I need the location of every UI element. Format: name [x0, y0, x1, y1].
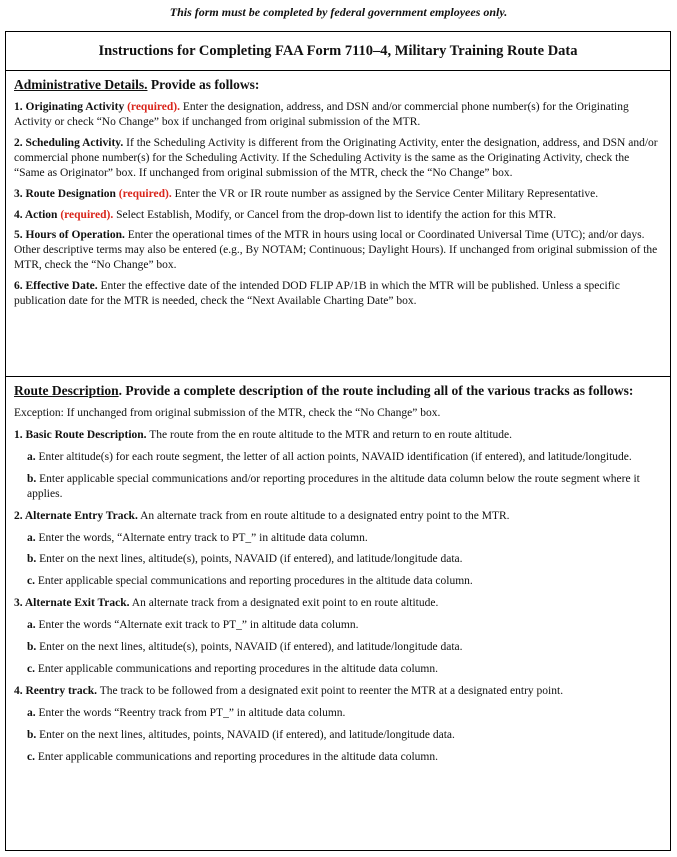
- route-subitem-letter: a.: [27, 531, 36, 544]
- route-subitem-letter: b.: [27, 553, 37, 566]
- route-item-title: Alternate Entry Track.: [22, 509, 138, 522]
- route-subitem: [14, 662, 662, 677]
- admin-item: [14, 100, 662, 130]
- route-exception-note: Exception: If unchanged from original submission of the MTR, check the “No Change” box.: [14, 406, 441, 419]
- admin-item-title: Route Designation: [22, 187, 116, 200]
- route-item-title: Reentry track.: [22, 685, 98, 698]
- route-item-label: [14, 597, 130, 609]
- route-item-number: 2.: [14, 509, 23, 522]
- route-subitem: [14, 574, 662, 589]
- route-subitem-letter: a.: [27, 619, 36, 632]
- administrative-details-heading: [14, 77, 662, 94]
- route-subitem-text: Enter applicable special communications and/or reporting procedures in the altitude data column below the route segment where it applies.: [27, 472, 640, 500]
- route-subitem-text: Enter on the next lines, altitudes, points, NAVAID (if entered), and latitude/longitude data.: [36, 728, 455, 741]
- route-subitem-text: Enter the words “Reentry track from PT_” in altitude data column.: [35, 707, 346, 719]
- route-subitem-text: Enter the words “Alternate exit track to PT_” in altitude data column.: [35, 619, 359, 632]
- route-subitem-letter: a.: [27, 707, 36, 719]
- route-item: [14, 596, 662, 611]
- route-item-title: Basic Route Description.: [22, 428, 147, 441]
- route-item-text: An alternate track from a designated exit point to en route altitude.: [129, 597, 439, 610]
- admin-item: [14, 208, 662, 223]
- route-subitem: [14, 552, 662, 567]
- route-subitem-letter: c.: [27, 663, 35, 676]
- route-description-heading-label: Route Description: [14, 383, 119, 398]
- instructions-frame: [5, 31, 671, 851]
- administrative-details-heading-label: Administrative Details.: [14, 77, 148, 92]
- route-item-text: The track to be followed from a designated exit point to reenter the MTR at a designated entry point.: [97, 685, 564, 698]
- route-subitem: [14, 472, 662, 502]
- route-item-number: 3.: [14, 597, 23, 610]
- admin-item-title: Hours of Operation.: [22, 229, 125, 242]
- route-subitem: [14, 531, 662, 546]
- route-subitem-letter: b.: [27, 472, 37, 485]
- admin-item-title: Action: [22, 208, 58, 221]
- route-item-text: The route from the en route altitude to the MTR and return to en route altitude.: [146, 428, 513, 441]
- route-description-section: [6, 377, 670, 765]
- route-subitem-letter: b.: [27, 641, 37, 654]
- route-description-heading: [14, 383, 662, 400]
- admin-item-number: 4.: [14, 208, 23, 221]
- route-subitem-text: Enter applicable communications and reporting procedures in the altitude data column.: [34, 750, 438, 763]
- route-subitem: [14, 618, 662, 633]
- route-description-list: [14, 428, 662, 765]
- route-item-number: 4.: [14, 685, 23, 698]
- admin-item-text: Enter the operational times of the MTR in hours using local or Coordinated Universal Time (UTC); and/or days. Other descriptive terms may also be entered (e.g., By NOTAM; Continuous; Daylight Hours). If unchanged from original submission of the MTR, check the “No Change” box.: [14, 229, 658, 272]
- federal-employee-notice: This form must be completed by federal government employees only.: [169, 5, 508, 19]
- route-subitem: [14, 750, 662, 765]
- route-subitem: [14, 706, 662, 721]
- route-subitem-text: Enter applicable communications and reporting procedures in the altitude data column.: [34, 663, 438, 676]
- route-item: [14, 684, 662, 699]
- route-subitem-letter: b.: [27, 728, 37, 741]
- admin-item-label: [14, 280, 98, 292]
- admin-item-text: Enter the designation, address, and DSN and/or commercial phone number(s) for the Originating Activity or check “No Change” box if unchanged from original submission of the MTR.: [14, 100, 629, 128]
- required-tag: (required).: [127, 100, 181, 113]
- admin-item-label: [14, 229, 125, 241]
- administrative-details-heading-rest: Provide as follows:: [147, 77, 260, 92]
- admin-item-number: 2.: [14, 136, 23, 149]
- route-item: [14, 509, 662, 524]
- admin-item-text: Enter the effective date of the intended DOD FLIP AP/1B in which the MTR will be published. Unless a specific publication date for the MTR is needed, check the “Next Available Charting Date” box.: [14, 280, 620, 308]
- admin-item: [14, 228, 662, 273]
- route-item-label: [14, 510, 138, 522]
- admin-item-title: Scheduling Activity.: [22, 136, 124, 149]
- route-subitem-text: Enter on the next lines, altitude(s), points, NAVAID (if entered), and latitude/longitude data.: [36, 641, 463, 654]
- route-subitem: [14, 640, 662, 655]
- route-subitem-text: Enter on the next lines, altitude(s), points, NAVAID (if entered), and latitude/longitude data.: [36, 553, 463, 566]
- route-item-text: An alternate track from en route altitude to a designated entry point to the MTR.: [137, 509, 510, 522]
- route-subitem-letter: c.: [27, 575, 35, 588]
- route-subitem: [14, 450, 662, 465]
- administrative-details-list: [14, 100, 662, 309]
- admin-item: [14, 136, 662, 181]
- admin-item-text: Enter the VR or IR route number as assigned by the Service Center Military Representative.: [171, 187, 599, 200]
- required-tag: (required).: [60, 208, 114, 221]
- route-item-label: [14, 685, 97, 697]
- admin-item-title: Effective Date.: [22, 280, 98, 293]
- route-subitem: [14, 728, 662, 743]
- admin-item: [14, 187, 662, 202]
- route-subitem-text: Enter altitude(s) for each route segment, the letter of all action points, NAVAID identification (if entered), and latitude/longitude.: [35, 450, 632, 463]
- admin-item-number: 1.: [14, 100, 23, 113]
- route-description-heading-rest: . Provide a complete description of the route including all of the various tracks as follows:: [118, 383, 634, 398]
- admin-item-text: If the Scheduling Activity is different from the Originating Activity, enter the designation, address, and DSN and/or commercial phone number(s) for the Scheduling Activity. If the Scheduling Activity is the same as the Originating Activity, check the “Same as Originator” box. If unchanged from original submission of the MTR, check the “No Change” box.: [14, 136, 658, 179]
- admin-item-label: [14, 188, 116, 200]
- route-item-label: [14, 429, 147, 441]
- route-item-title: Alternate Exit Track.: [22, 597, 130, 610]
- route-item-number: 1.: [14, 428, 23, 441]
- admin-item-label: [14, 101, 124, 113]
- admin-item-label: [14, 137, 123, 149]
- route-subitem-text: Enter applicable special communications and reporting procedures in the altitude data column.: [34, 575, 473, 588]
- admin-item-number: 5.: [14, 229, 23, 242]
- admin-item-title: Originating Activity: [22, 100, 125, 113]
- administrative-details-section: [6, 71, 670, 377]
- route-item: [14, 428, 662, 443]
- required-tag: (required).: [118, 187, 172, 200]
- route-subitem-letter: a.: [27, 450, 36, 463]
- route-subitem-letter: c.: [27, 750, 35, 763]
- route-subitem-text: Enter the words, “Alternate entry track to PT_” in altitude data column.: [35, 531, 368, 544]
- admin-item: [14, 279, 662, 309]
- admin-item-number: 3.: [14, 187, 23, 200]
- admin-item-text: Select Establish, Modify, or Cancel from the drop-down list to identify the action for this MTR.: [113, 208, 557, 221]
- admin-item-number: 6.: [14, 280, 23, 293]
- page-title: Instructions for Completing FAA Form 7110–4, Military Training Route Data: [6, 32, 670, 71]
- admin-item-label: [14, 209, 57, 221]
